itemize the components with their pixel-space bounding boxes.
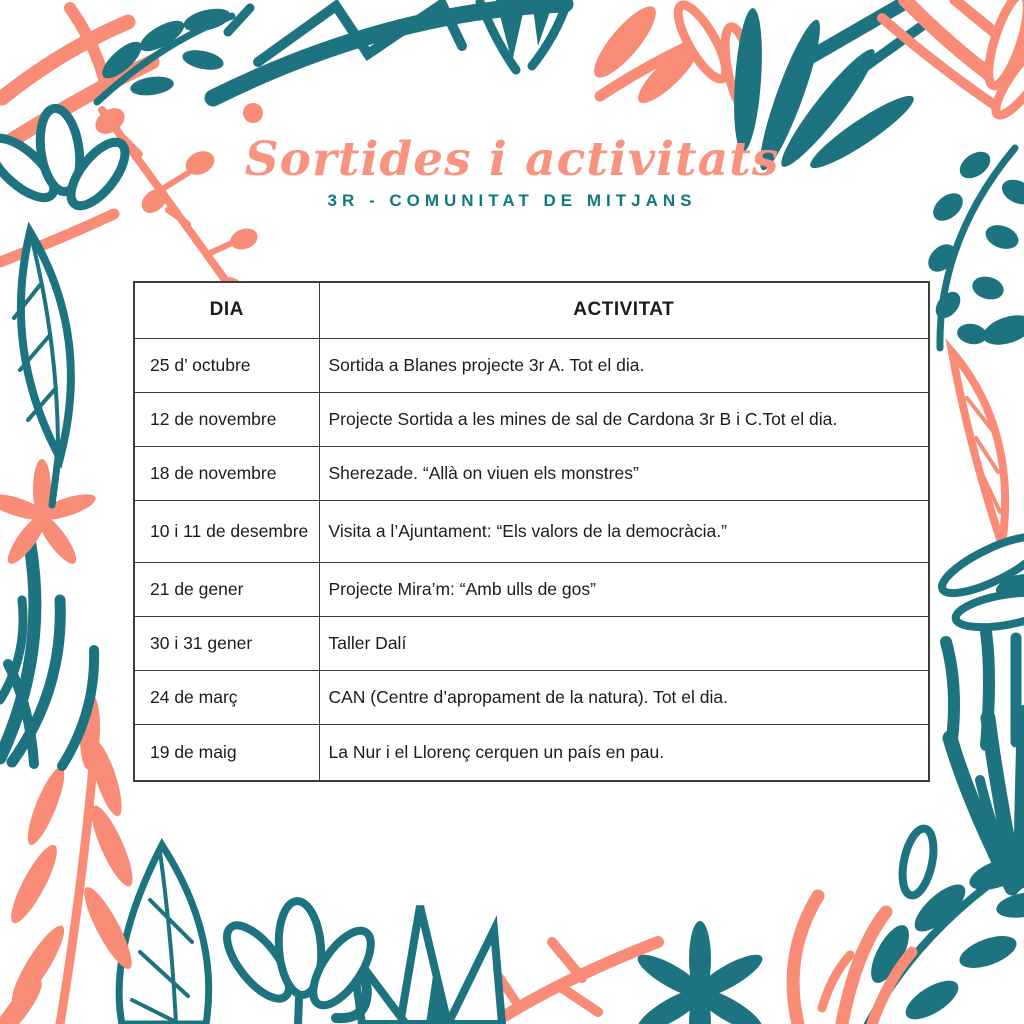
activitat-cell: Visita a l’Ajuntament: “Els valors de la democràcia.” <box>319 501 929 563</box>
table-row <box>134 563 929 617</box>
activitat-cell: La Nur i el Llorenç cerquen un país en pau. <box>319 725 929 782</box>
dia-cell: 25 d’ octubre <box>134 339 319 393</box>
bottom-coral-twig-icon <box>492 942 658 1024</box>
table-row <box>134 671 929 725</box>
table-row <box>134 501 929 563</box>
dia-cell: 12 de novembre <box>134 393 319 447</box>
table-row <box>134 447 929 501</box>
header-activitat: ACTIVITAT <box>319 282 929 339</box>
table-row <box>134 339 929 393</box>
left-teal-grass-icon <box>0 545 94 766</box>
activitat-cell: Taller Dalí <box>319 617 929 671</box>
activitat-cell: Projecte Sortida a les mines de sal de Cardona 3r B i C.Tot el dia. <box>319 393 929 447</box>
dia-cell: 19 de maig <box>134 725 319 782</box>
left-coral-star-flower-icon <box>0 459 98 569</box>
page-title: Sortides i activitats <box>244 132 780 188</box>
dia-cell: 30 i 31 gener <box>134 617 319 671</box>
page-subtitle: 3R - COMUNITAT DE MITJANS <box>327 191 697 210</box>
dia-cell: 10 i 11 de desembre <box>134 501 319 563</box>
table-row <box>134 725 929 782</box>
dia-cell: 24 de març <box>134 671 319 725</box>
right-coral-feather-leaf-icon <box>952 310 1024 545</box>
bottom-teal-star-flower-icon <box>633 921 768 1024</box>
dia-cell: 18 de novembre <box>134 447 319 501</box>
activitat-cell: Projecte Mira’m: “Amb ulls de gos” <box>319 563 929 617</box>
activitat-cell: Sherezade. “Allà on viuen els monstres” <box>319 447 929 501</box>
header-dia: DIA <box>134 282 319 339</box>
right-teal-leaves-icon <box>936 527 1024 745</box>
dia-cell: 21 de gener <box>134 563 319 617</box>
table-row <box>134 393 929 447</box>
table-header-row <box>134 282 929 339</box>
table-row <box>134 617 929 671</box>
bottom-left-teal-veined-leaf-icon <box>119 845 209 1024</box>
activitat-cell: CAN (Centre d’apropament de la natura). Tot el dia. <box>319 671 929 725</box>
activities-table <box>133 281 930 782</box>
activitat-cell: Sortida a Blanes projecte 3r A. Tot el dia. <box>319 339 929 393</box>
